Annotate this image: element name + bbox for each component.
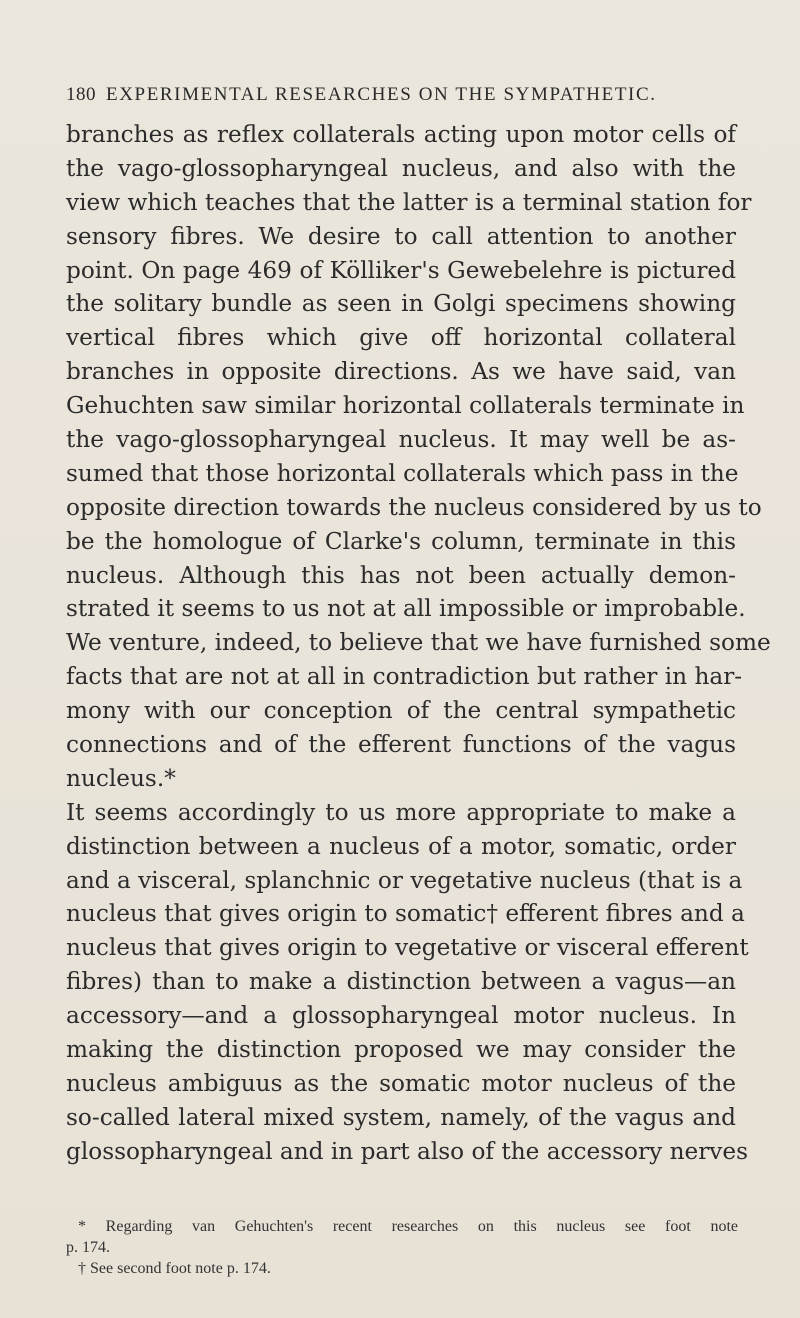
body-text [66,118,771,1169]
text-line: facts that are not at all in contradiction but rather in har- [66,663,743,691]
text-line: branches as reflex collaterals acting upon motor cells of [66,121,736,148]
text-line: nucleus ambiguus as the somatic motor nucleus of the [66,1069,736,1097]
text-line: nucleus that gives origin to somatic† efferent fibres and a [66,900,745,928]
text-line: mony with our conception of the central sympathetic [66,697,736,725]
text-line: branches in opposite directions. As we have said, van [66,358,736,386]
text-line: view which teaches that the latter is a terminal station for [66,188,752,216]
text-line: It seems accordingly to us more appropriate to make a [66,798,736,826]
text-line: be the homologue of Clarke's column, terminate in this [66,527,736,555]
text-line: the vago-glossopharyngeal nucleus. It may well be as- [66,426,736,454]
text-line: connections and of the efferent functions of the vagus [66,731,736,759]
text-line: nucleus. Although this has not been actually demon- [66,561,736,589]
footnotes [66,1216,738,1279]
text-line: the solitary bundle as seen in Golgi specimens showing [66,290,736,318]
text-line: and a visceral, splanchnic or vegetative nucleus (that is a [66,866,743,894]
text-line: sumed that those horizontal collaterals which pass in the [66,459,739,487]
footnote-2: † See second foot note p. 174. [78,1260,271,1277]
text-line: accessory—and a glossopharyngeal motor nucleus. In [66,1002,736,1030]
text-line: the vago-glossopharyngeal nucleus, and also with the [66,154,736,182]
text-line: nucleus that gives origin to vegetative or visceral efferent [66,934,749,962]
text-line: vertical fibres which give off horizontal collateral [66,324,736,352]
page-number: 180 [66,84,96,105]
text-line: sensory fibres. We desire to call attention to another [66,222,736,250]
text-line: point. On page 469 of Kölliker's Gewebelehre is pictured [66,256,736,284]
footnote-1-continuation: p. 174. [66,1239,110,1256]
text-line: strated it seems to us not at all impossible or improbable. [66,595,746,623]
text-line: glossopharyngeal and in part also of the accessory nerves [66,1137,749,1165]
text-line: Gehuchten saw similar horizontal collaterals terminate in [66,392,745,420]
text-line: fibres) than to make a distinction between a vagus—an [66,968,736,996]
footnote-1: * Regarding van Gehuchten's recent researches on this nucleus see foot note [78,1218,738,1235]
running-head-title: EXPERIMENTAL RESEARCHES ON THE SYMPATHETIC. [106,84,657,105]
text-line: distinction between a nucleus of a motor, somatic, order [66,832,736,860]
text-line: nucleus.* [66,764,176,792]
text-line: so-called lateral mixed system, namely, of the vagus and [66,1103,736,1131]
text-line: opposite direction towards the nucleus considered by us to [66,493,762,521]
running-head [66,84,746,106]
text-line: making the distinction proposed we may consider the [66,1036,736,1064]
text-line: We venture, indeed, to believe that we have furnished some [66,629,771,657]
